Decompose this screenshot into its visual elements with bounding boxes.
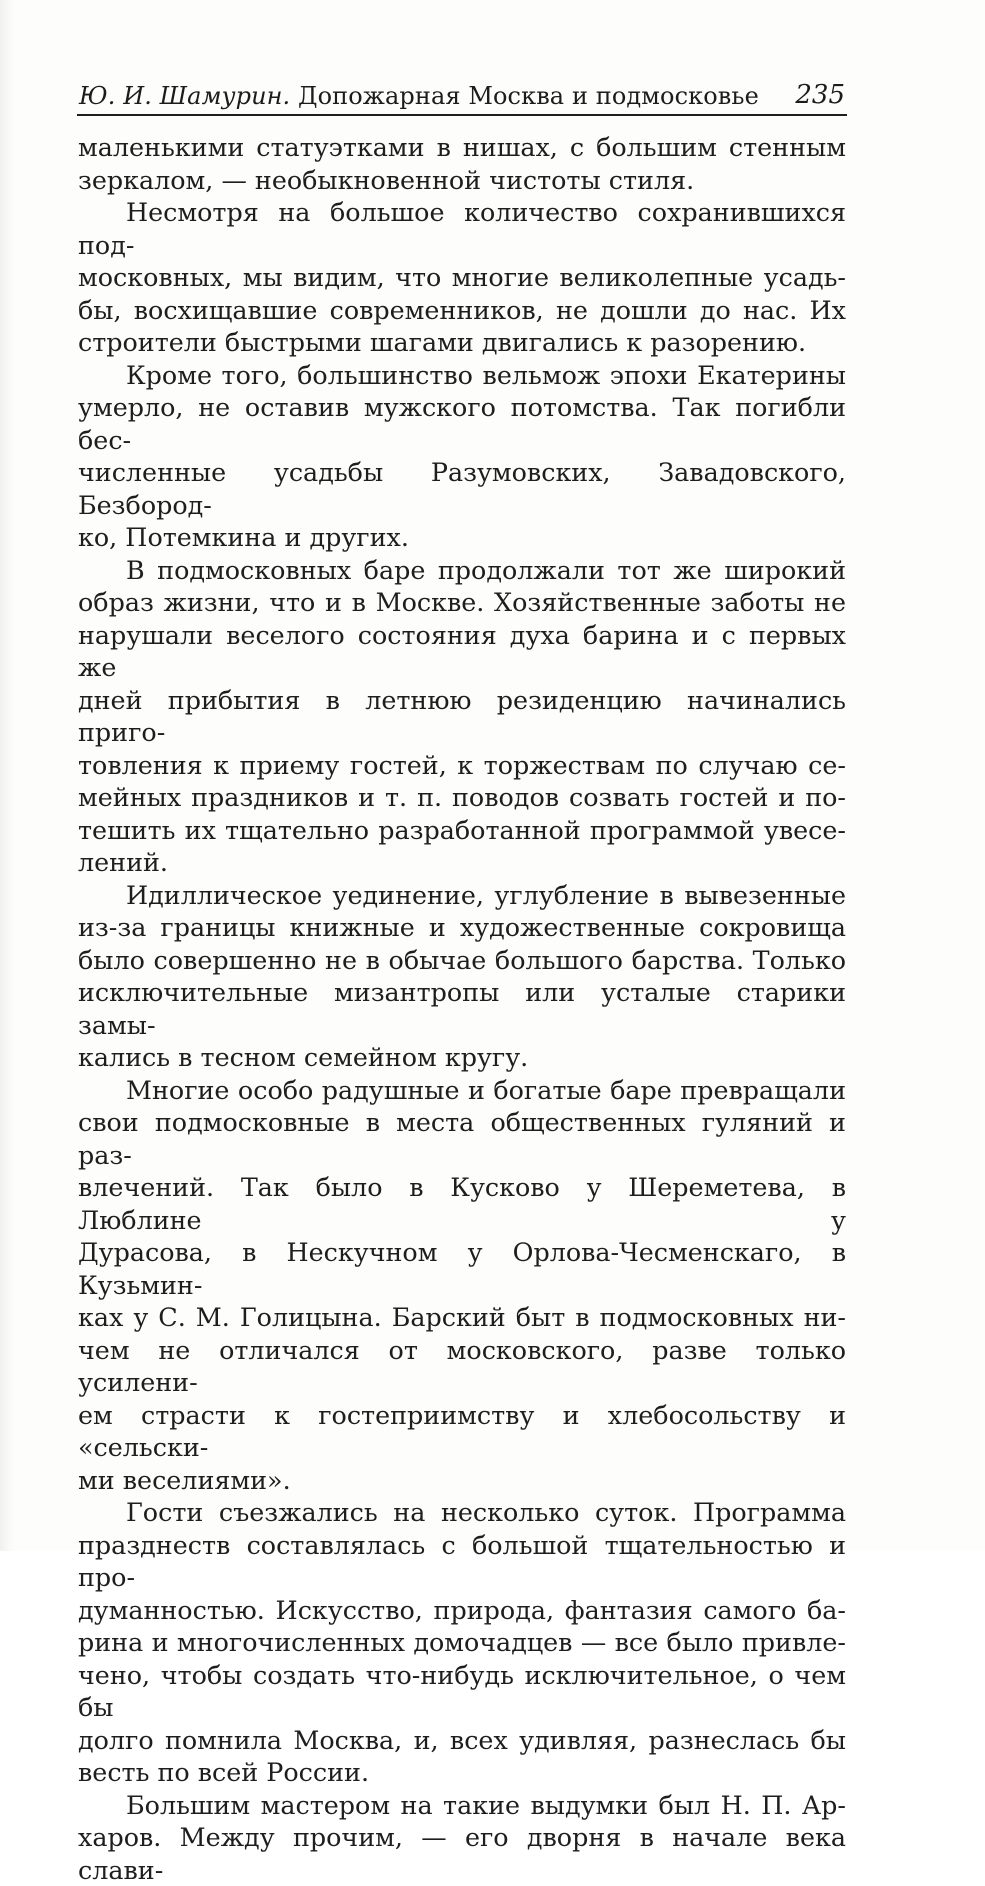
text-line: Несмотря на большое количество сохранившихся под-: [78, 197, 846, 260]
text-line: образ жизни, что и в Москве. Хозяйственные заботы не: [78, 587, 846, 617]
text-line: маленькими статуэтками в нишах, с большим стенным: [78, 132, 846, 162]
text-line: Идиллическое уединение, углубление в вывезенные: [126, 879, 846, 910]
text-line: из-за границы книжные и художественные сокровища: [78, 912, 846, 942]
running-head-text: [79, 82, 759, 110]
text-line: свои подмосковные в места общественных гуляний и раз-: [78, 1107, 846, 1170]
text-line: Большим мастером на такие выдумки был Н. П. Ар-: [126, 1789, 846, 1820]
text-line: лений.: [78, 847, 168, 877]
text-line: нарушали веселого состояния духа барина и с первых же: [78, 619, 846, 682]
text-line: Гости съезжались на несколько суток. Программа: [126, 1497, 846, 1527]
text-line: бы, восхищавшие современников, не дошли до нас. Их: [78, 294, 846, 325]
text-line: чено, чтобы создать что-нибудь исключительное, о чем бы: [78, 1659, 846, 1722]
text-line: тешить их тщательно разработанной программой увесе-: [78, 814, 846, 845]
text-line: Кроме того, большинство вельмож эпохи Екатерины: [126, 359, 846, 390]
text-line: мейных праздников и т. п. поводов созвать гостей и по-: [78, 782, 846, 812]
text-line: ко, Потемкина и других.: [78, 522, 409, 552]
text-line: численные усадьбы Разумовских, Завадовского, Безбород-: [78, 457, 846, 520]
text-line: влечений. Так было в Кусково у Шереметева, в Люблине у: [78, 1172, 846, 1235]
header-author: Ю. И. Шамурин.: [79, 82, 291, 110]
running-header: [77, 78, 847, 116]
text-line: Дурасова, в Нескучном у Орлова-Чесменскаго, в Кузьмин-: [78, 1237, 846, 1300]
text-line: товления к приему гостей, к торжествам по случаю се-: [78, 749, 846, 780]
text-line: ках у С. М. Голицына. Барский быт в подмосковных ни-: [78, 1302, 846, 1332]
text-line: рина и многочисленных домочадцев — все было привле-: [78, 1627, 846, 1657]
text-line: ем страсти к гостеприимству и хлебосольству и «сельски-: [78, 1399, 846, 1462]
text-line: исключительные мизантропы или усталые старики замы-: [78, 977, 846, 1040]
text-line: московных, мы видим, что многие великолепные усадь-: [78, 262, 846, 292]
header-title: Допожарная Москва и подмосковье: [298, 82, 759, 110]
text-line: весть по всей России.: [78, 1757, 370, 1787]
text-line: кались в тесном семейном кругу.: [78, 1042, 529, 1072]
text-line: зеркалом, — необыкновенной чистоты стиля.: [78, 164, 695, 195]
text-line: строители быстрыми шагами двигались к разорению.: [78, 327, 807, 357]
text-line: чем не отличался от московского, разве только усилени-: [78, 1334, 846, 1397]
page-edge-shadow: [0, 0, 16, 1551]
text-line: Многие особо радушные и богатые баре превращали: [126, 1074, 846, 1105]
text-line: думанностью. Искусство, природа, фантазия самого ба-: [78, 1594, 846, 1625]
text-line: ми веселиями».: [78, 1464, 291, 1495]
page-number: 235: [795, 80, 845, 110]
text-line: умерло, не оставив мужского потомства. Так погибли бес-: [78, 392, 846, 455]
text-line: празднеств составлялась с большой тщательностью и про-: [78, 1529, 846, 1592]
text-line: дней прибытия в летнюю резиденцию начинались приго-: [78, 684, 846, 747]
text-line: было совершенно не в обычае большого барства. Только: [78, 944, 846, 975]
text-line: долго помнила Москва, и, всех удивляя, разнеслась бы: [78, 1724, 846, 1755]
text-line: В подмосковных баре продолжали тот же широкий: [126, 554, 846, 585]
text-line: харов. Между прочим, — его дворня в начале века слави-: [78, 1822, 846, 1885]
body-text: [78, 131, 846, 1886]
